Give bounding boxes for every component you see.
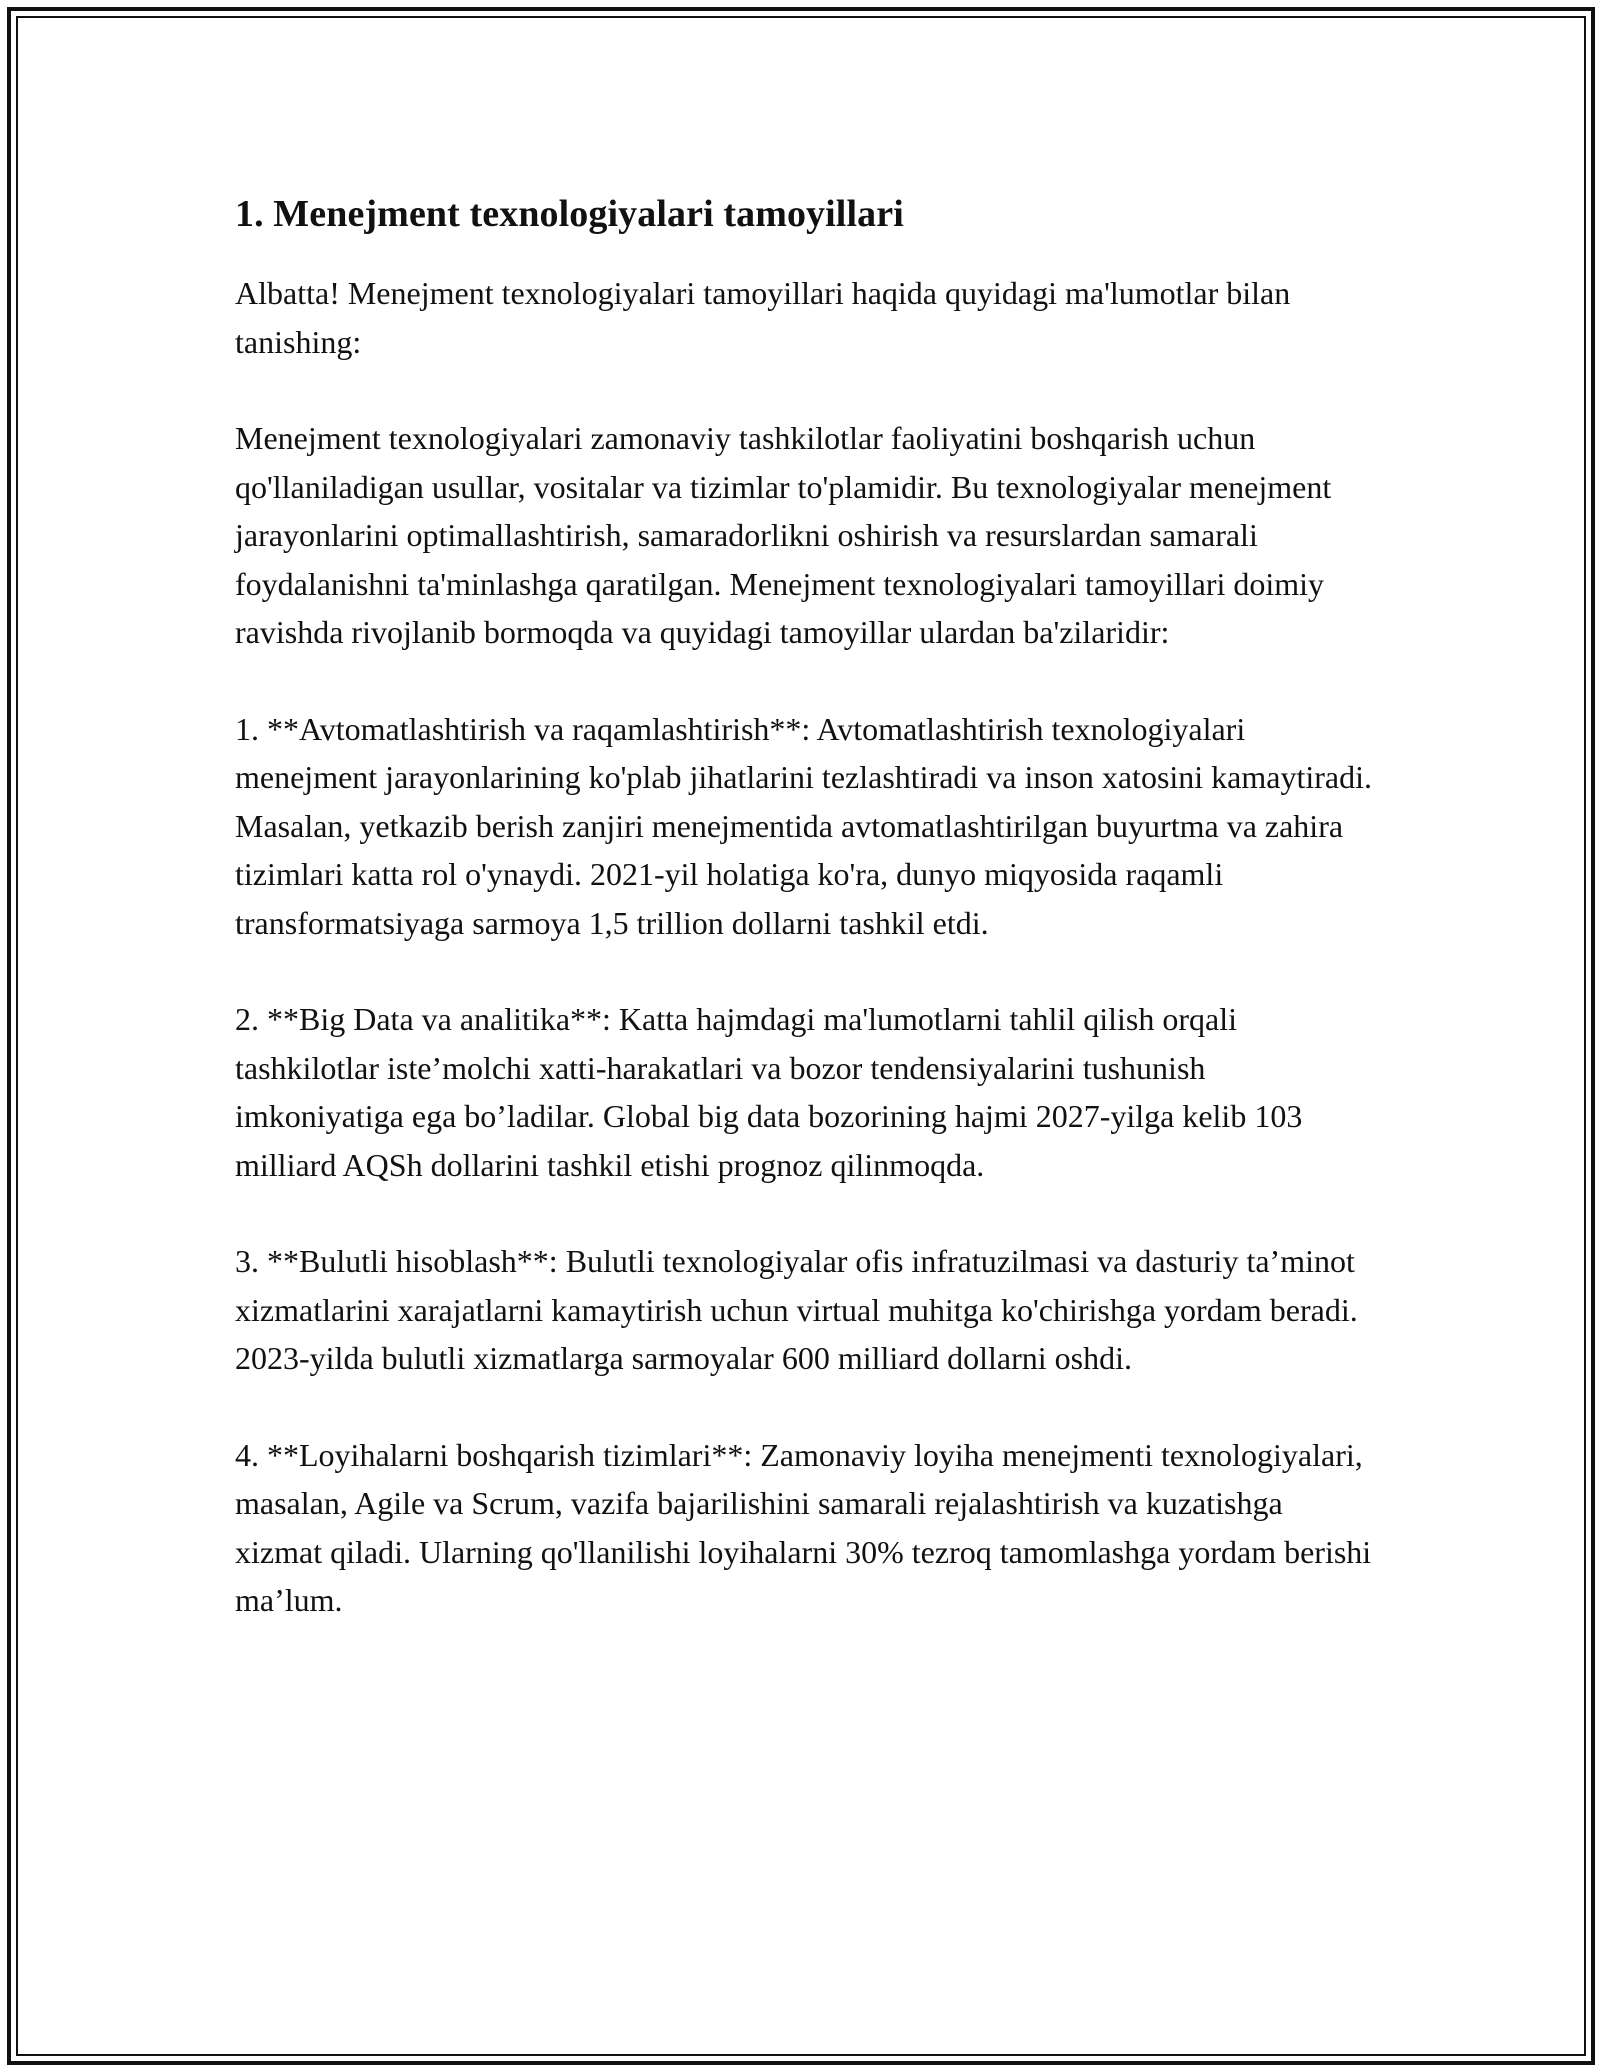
list-item-big-data: 2. **Big Data va analitika**: Katta hajmdagi ma'lumotlarni tahlil qilish orqali tashkilotlar iste’molchi xatti-harakatlari va bozor tendensiyalarini tushunish imkoniyatiga ega bo’ladilar. Global big data bozorining hajmi 2027-yilga kelib 103 milliard AQSh dollarini tashkil etishi prognoz qilinmoqda. bbox=[235, 1001, 1303, 1183]
intro-paragraph: Albatta! Menejment texnologiyalari tamoyillari haqida quyidagi ma'lumotlar bilan tanishing: bbox=[235, 275, 1291, 360]
overview-paragraph: Menejment texnologiyalari zamonaviy tashkilotlar faoliyatini boshqarish uchun qo'llaniladigan usullar, vositalar va tizimlar to'plamidir. Bu texnologiyalar menejment jarayonlarini optimallashtirish, samaradorlikni oshirish va resurslardan samarali foydalanishni ta'minlashga qaratilgan. Menejment texnologiyalari tamoyillari doimiy ravishda rivojlanib bormoqda va quyidagi tamoyillar ulardan ba'zilaridir: bbox=[235, 420, 1332, 650]
list-item-project-management: 4. **Loyihalarni boshqarish tizimlari**: Zamonaviy loyiha menejmenti texnologiyalari, masalan, Agile va Scrum, vazifa bajarilishini samarali rejalashtirish va kuzatishga xizmat qiladi. Ularning qo'llanilishi loyihalarni 30% tezroq tamomlashga yordam berishi ma’lum. bbox=[235, 1436, 1372, 1618]
document-body bbox=[235, 185, 1375, 1673]
list-item-automation: 1. **Avtomatlashtirish va raqamlashtirish**: Avtomatlashtirish texnologiyalari menejment jarayonlarining ko'plab jihatlarini tezlashtiradi va inson xatosini kamaytiradi. Masalan, yetkazib berish zanjiri menejmentida avtomatlashtirilgan buyurtma va zahira tizimlari katta rol o'ynaydi. 2021-yil holatiga ko'ra, dunyo miqyosida raqamli transformatsiyaga sarmoya 1,5 trillion dollarni tashkil etdi. bbox=[235, 710, 1372, 941]
page-title: 1. Menejment texnologiyalari tamoyillari bbox=[235, 193, 904, 235]
list-item-cloud-computing: 3. **Bulutli hisoblash**: Bulutli texnologiyalar ofis infratuzilmasi va dasturiy ta’minot xizmatlarini xarajatlarni kamaytirish uchun virtual muhitga ko'chirishga yordam beradi. 2023-yilda bulutli xizmatlarga sarmoyalar 600 milliard dollarni oshdi. bbox=[235, 1243, 1358, 1376]
